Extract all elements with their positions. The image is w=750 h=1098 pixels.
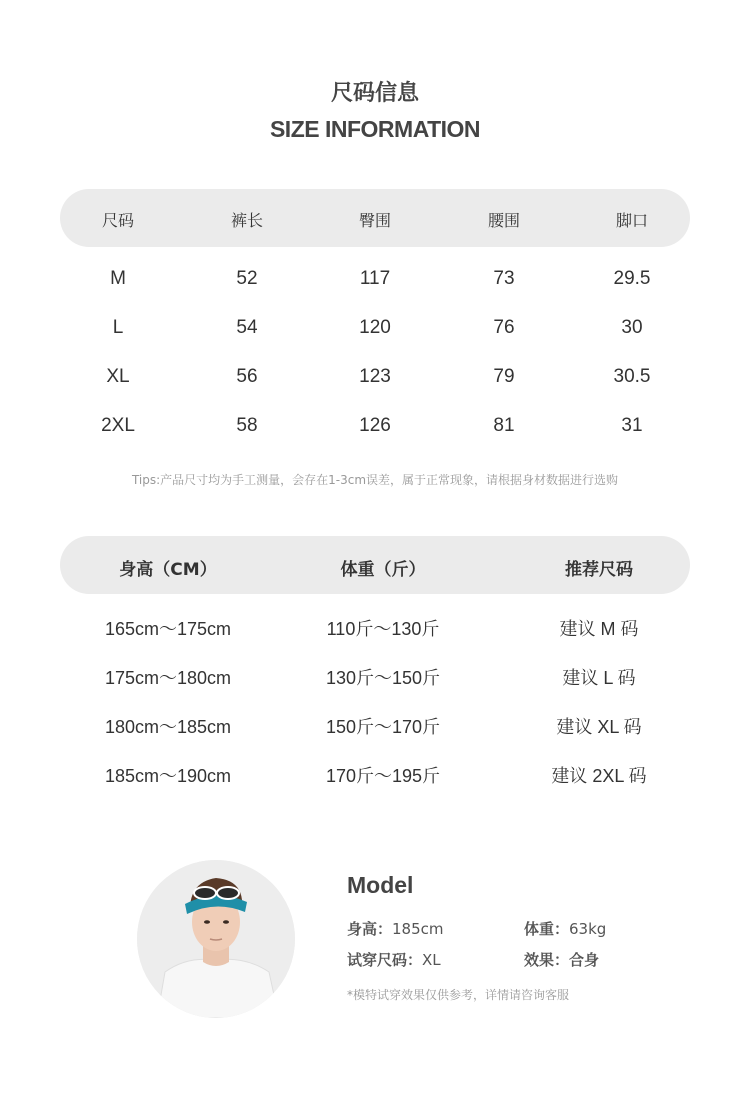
table-cell: 31 [621,415,643,436]
model-size [347,949,441,970]
model-height-label: 身高： [347,920,393,938]
table-cell: 126 [359,415,391,436]
table-cell: 150斤～170斤 [325,717,441,737]
table-cell: 建议 M 码 [559,619,639,639]
table-cell: 81 [493,415,515,436]
height-col-header: 身高（CM） [119,560,217,580]
table-cell: 185cm～190cm [104,766,232,786]
table-cell: 建议 2XL 码 [551,766,647,786]
table-cell: 54 [236,317,258,338]
table-cell: 建议 L 码 [562,668,636,688]
weight-col-header: 体重（斤） [340,560,426,580]
table-cell: 29.5 [613,268,651,289]
table-cell: 30 [621,317,643,338]
model-weight-label: 体重： [524,920,570,938]
table-cell: 76 [493,317,515,338]
model-title: Model [347,872,414,898]
table-cell: 170斤～195斤 [325,766,441,786]
table-cell: 175cm～180cm [104,668,232,688]
table-cell: L [112,317,124,338]
table-cell: 180cm～185cm [104,717,232,737]
title-en: SIZE INFORMATION [269,116,481,142]
model-weight [524,918,606,939]
table-cell: 52 [236,268,258,289]
model-photo [137,860,295,1018]
table-cell: 30.5 [613,366,651,387]
table-cell: M [110,268,126,289]
table-cell: 120 [359,317,391,338]
table-cell: 79 [493,366,515,387]
hem-col-header: 脚口 [615,211,649,230]
model-photo-illustration [137,860,295,1018]
table-cell: 110斤～130斤 [326,619,440,639]
model-size-value: XL [422,951,441,969]
waist-col-header: 腰围 [487,211,521,230]
model-effect-label: 效果： [524,951,570,969]
model-size-label: 试穿尺码： [347,951,423,969]
table-cell: XL [106,366,130,387]
model-note: *模特试穿效果仅供参考，详情请咨询客服 [347,988,570,1002]
table-cell: 2XL [101,415,135,436]
table-cell: 73 [493,268,515,289]
table-cell: 建议 XL 码 [556,717,642,737]
tips-note: Tips:产品尺寸均为手工测量，会存在1-3cm误差，属于正常现象，请根据身材数据进行选购 [131,473,619,487]
model-effect-value: 合身 [569,951,600,969]
size-col-header: 尺码 [101,211,135,230]
model-effect [524,949,599,970]
table-cell: 165cm～175cm [104,619,232,639]
table-cell: 56 [236,366,258,387]
table-cell: 117 [359,268,391,289]
title-cn: 尺码信息 [330,81,419,106]
hip-col-header: 臀围 [358,211,392,230]
table-cell: 123 [359,366,391,387]
table-cell: 58 [236,415,258,436]
recommend-size-col-header: 推荐尺码 [565,560,633,580]
model-weight-value: 63kg [569,920,607,938]
model-height [347,918,444,939]
table-cell: 130斤～150斤 [325,668,441,688]
length-col-header: 裤长 [230,211,264,230]
model-height-value: 185cm [392,920,444,938]
